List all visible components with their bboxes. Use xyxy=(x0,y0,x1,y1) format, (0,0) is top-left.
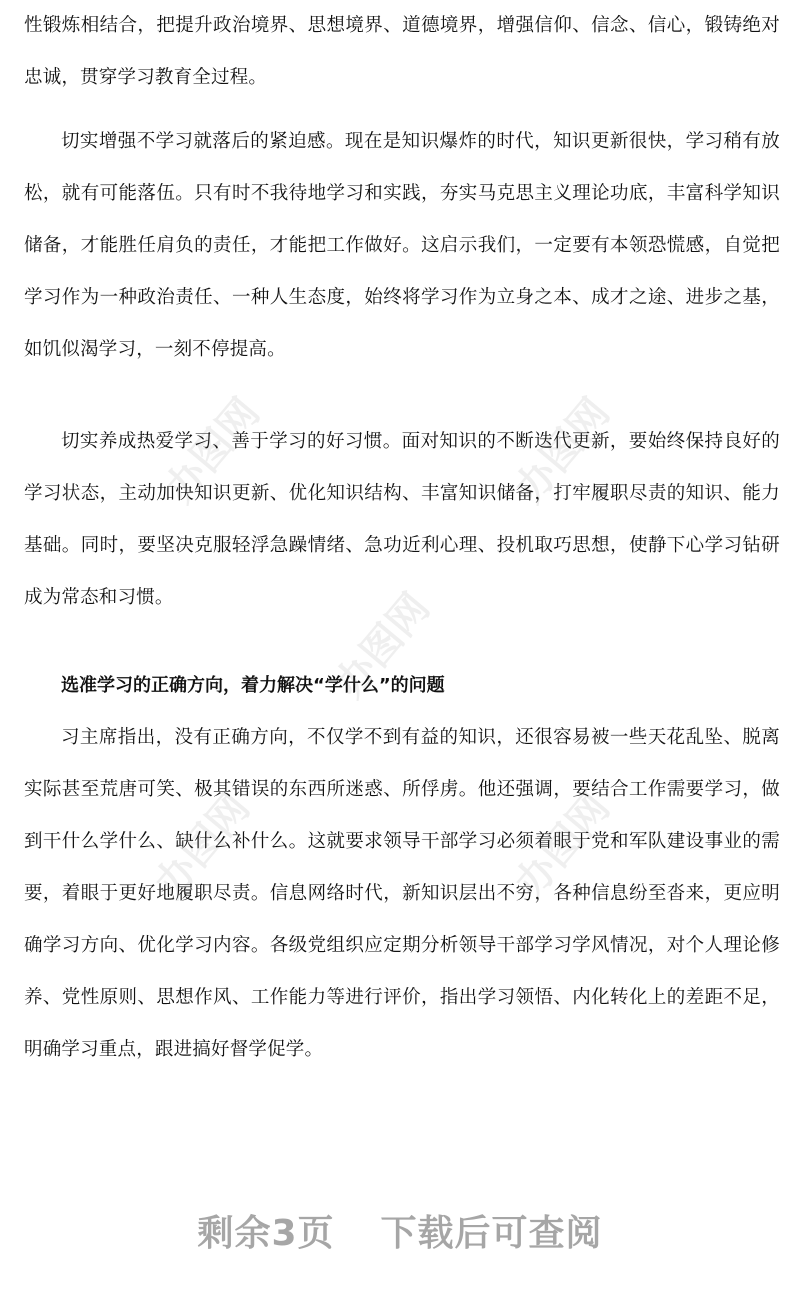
paragraph-urgency: 切实增强不学习就落后的紧迫感。现在是知识爆炸的时代，知识更新很快，学习稍有放松，就有可能落伍。只有时不我待地学习和实践，夯实马克思主义理论功底，丰富科学知识储备，才能胜任肩负的责任，才能把工作做好。这启示我们，一定要有本领恐慌感，自觉把学习作为一种政治责任、一种人生态度，始终将学习作为立身之本、成才之途、进步之基，如饥似渴学习，一刻不停提高。 xyxy=(24,131,780,360)
paragraph-habit: 切实养成热爱学习、善于学习的好习惯。面对知识的不断迭代更新，要始终保持良好的学习状态，主动加快知识更新、优化知识结构、丰富知识储备，打牢履职尽责的知识、能力基础。同时，要坚决克服轻浮急躁情绪、急功近利心理、投机取巧思想，使静下心学习钻研成为常态和习惯。 xyxy=(24,431,780,608)
paragraph-continuation: 性锻炼相结合，把提升政治境界、思想境界、道德境界，增强信仰、信念、信心，锻铸绝对忠诚，贯穿学习教育全过程。 xyxy=(24,15,780,88)
download-banner[interactable] xyxy=(0,1205,800,1256)
download-prompt-link[interactable]: 下载后可查阅 xyxy=(380,1213,603,1254)
watermark: 办图网 xyxy=(146,785,259,907)
paragraph-direction: 习主席指出，没有正确方向，不仅学不到有益的知识，还很容易被一些天花乱坠、脱离实际甚至荒唐可笑、极其错误的东西所迷惑、所俘虏。他还强调，要结合工作需要学习，做到干什么学什么、缺什么补什么。这就要求领导干部学习必须着眼于党和军队建设事业的需要，着眼于更好地履职尽责。信息网络时代，新知识层出不穷，各种信息纷至沓来，更应明确学习方向、优化学习内容。各级党组织应定期分析领导干部学习学风情况，对个人理论修养、党性原则、思想作风、工作能力等进行评价，指出学习领悟、内化转化上的差距不足，明确学习重点，跟进搞好督学促学。 xyxy=(24,727,780,1060)
watermark: 办图网 xyxy=(156,390,269,512)
watermark: 办图网 xyxy=(506,785,619,907)
watermark: 办图网 xyxy=(326,585,439,707)
watermark: 办图网 xyxy=(506,390,619,512)
section-heading: 选准学习的正确方向，着力解决“学什么”的问题 xyxy=(61,675,445,696)
remaining-pages-label: 剩余3页 xyxy=(197,1213,335,1254)
